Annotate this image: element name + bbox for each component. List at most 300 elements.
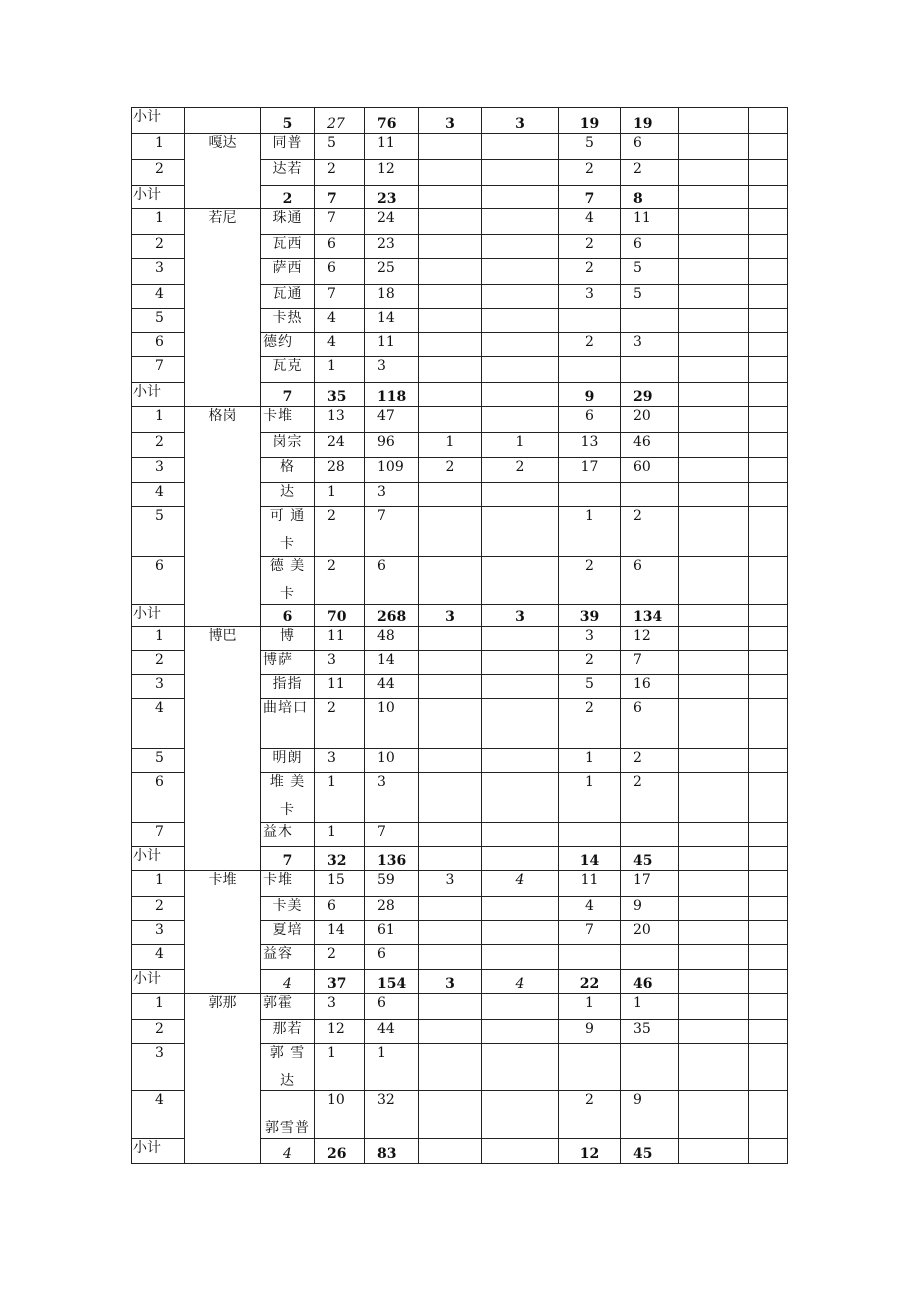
table-row xyxy=(132,209,788,235)
col6-cell: 1 xyxy=(559,773,621,823)
col4-cell xyxy=(419,259,482,285)
col4-cell xyxy=(419,333,482,357)
col9-cell xyxy=(749,871,788,897)
col8-cell xyxy=(679,483,749,507)
people-cell: 96 xyxy=(365,433,419,458)
people-cell: 24 xyxy=(365,209,419,235)
col7-cell: 6 xyxy=(621,134,679,160)
col7-cell: 2 xyxy=(621,160,679,186)
village-name: 卡美 xyxy=(261,897,315,921)
town-name: 若尼 xyxy=(185,209,261,407)
subtotal-households: 7 xyxy=(315,186,365,209)
village-name: 德约 xyxy=(261,333,315,357)
town-name xyxy=(185,108,261,134)
households-cell: 3 xyxy=(315,651,365,675)
col7-cell: 17 xyxy=(621,871,679,897)
col5-cell: 1 xyxy=(482,433,559,458)
village-name-line2: 卡 xyxy=(280,802,295,818)
col4-cell xyxy=(419,699,482,749)
col6-cell: 1 xyxy=(559,507,621,557)
village-name xyxy=(261,773,315,823)
village-name: 萨西 xyxy=(261,259,315,285)
row-number: 1 xyxy=(132,871,185,897)
col5-cell xyxy=(482,483,559,507)
col6-cell: 5 xyxy=(559,134,621,160)
people-cell: 1 xyxy=(365,1044,419,1091)
col6-cell: 11 xyxy=(559,871,621,897)
col4-cell xyxy=(419,557,482,605)
col9-cell xyxy=(749,1020,788,1044)
col9-cell xyxy=(749,186,788,209)
households-cell: 2 xyxy=(315,507,365,557)
households-cell: 6 xyxy=(315,235,365,259)
col5-cell: 4 xyxy=(482,871,559,897)
subtotal-villages: 7 xyxy=(261,383,315,407)
col5-cell xyxy=(482,507,559,557)
households-cell: 12 xyxy=(315,1020,365,1044)
col6-cell: 7 xyxy=(559,921,621,945)
people-cell: 3 xyxy=(365,483,419,507)
subtotal-col6: 12 xyxy=(559,1139,621,1164)
col6-cell xyxy=(559,823,621,847)
col4-cell xyxy=(419,160,482,186)
households-cell: 10 xyxy=(315,1091,365,1139)
col7-cell: 2 xyxy=(621,749,679,773)
subtotal-label: 小计 xyxy=(132,605,185,627)
households-cell: 7 xyxy=(315,285,365,309)
village-name-line2: 达 xyxy=(280,1073,295,1089)
households-cell: 1 xyxy=(315,823,365,847)
row-number: 1 xyxy=(132,407,185,433)
col6-cell: 2 xyxy=(559,235,621,259)
row-number: 3 xyxy=(132,1044,185,1091)
people-cell: 59 xyxy=(365,871,419,897)
col5-cell xyxy=(482,773,559,823)
col7-cell: 6 xyxy=(621,557,679,605)
col7-cell xyxy=(621,483,679,507)
col4-cell xyxy=(419,773,482,823)
col9-cell xyxy=(749,605,788,627)
row-number: 7 xyxy=(132,823,185,847)
col6-cell: 1 xyxy=(559,994,621,1020)
households-cell: 13 xyxy=(315,407,365,433)
col9-cell xyxy=(749,970,788,994)
subtotal-row xyxy=(132,108,788,134)
col5-cell xyxy=(482,651,559,675)
col7-cell: 6 xyxy=(621,699,679,749)
col4-cell: 3 xyxy=(419,871,482,897)
households-cell: 6 xyxy=(315,259,365,285)
subtotal-villages: 5 xyxy=(261,108,315,134)
col4-cell xyxy=(419,945,482,970)
subtotal-label: 小计 xyxy=(132,383,185,407)
row-number: 2 xyxy=(132,897,185,921)
subtotal-col7: 134 xyxy=(621,605,679,627)
col6-cell: 13 xyxy=(559,433,621,458)
subtotal-col6: 9 xyxy=(559,383,621,407)
col9-cell xyxy=(749,773,788,823)
households-cell: 5 xyxy=(315,134,365,160)
col5-cell xyxy=(482,557,559,605)
col8-cell xyxy=(679,605,749,627)
people-cell: 14 xyxy=(365,651,419,675)
col7-cell: 60 xyxy=(621,458,679,483)
town-name: 博巴 xyxy=(185,627,261,871)
households-cell: 1 xyxy=(315,773,365,823)
col8-cell xyxy=(679,847,749,871)
subtotal-col5: 4 xyxy=(482,970,559,994)
col8-cell xyxy=(679,921,749,945)
col9-cell xyxy=(749,507,788,557)
subtotal-households: 37 xyxy=(315,970,365,994)
row-number: 2 xyxy=(132,433,185,458)
people-cell: 11 xyxy=(365,333,419,357)
people-cell: 7 xyxy=(365,507,419,557)
subtotal-col6: 7 xyxy=(559,186,621,209)
people-cell: 7 xyxy=(365,823,419,847)
col5-cell xyxy=(482,823,559,847)
col5-cell xyxy=(482,1091,559,1139)
col5-cell xyxy=(482,357,559,383)
col4-cell xyxy=(419,285,482,309)
subtotal-villages: 2 xyxy=(261,186,315,209)
village-name xyxy=(261,507,315,557)
col9-cell xyxy=(749,108,788,134)
village-name: 夏培 xyxy=(261,921,315,945)
households-cell: 2 xyxy=(315,160,365,186)
village-name: 珠通 xyxy=(261,209,315,235)
households-cell: 7 xyxy=(315,209,365,235)
col9-cell xyxy=(749,1139,788,1164)
people-cell: 47 xyxy=(365,407,419,433)
col5-cell xyxy=(482,259,559,285)
subtotal-col4: 3 xyxy=(419,605,482,627)
people-cell: 14 xyxy=(365,309,419,333)
col8-cell xyxy=(679,1091,749,1139)
village-name: 达若 xyxy=(261,160,315,186)
village-name-line2: 卡 xyxy=(280,586,295,602)
village-name: 同普 xyxy=(261,134,315,160)
col5-cell: 2 xyxy=(482,458,559,483)
col8-cell xyxy=(679,627,749,651)
table-row xyxy=(132,134,788,160)
row-number: 2 xyxy=(132,1020,185,1044)
row-number: 4 xyxy=(132,1091,185,1139)
col8-cell xyxy=(679,108,749,134)
subtotal-col4: 3 xyxy=(419,108,482,134)
village-name: 博萨 xyxy=(261,651,315,675)
col7-cell: 16 xyxy=(621,675,679,699)
subtotal-col7: 45 xyxy=(621,1139,679,1164)
col6-cell xyxy=(559,309,621,333)
col6-cell xyxy=(559,1044,621,1091)
subtotal-villages: 6 xyxy=(261,605,315,627)
col6-cell: 2 xyxy=(559,651,621,675)
village-name: 明朗 xyxy=(261,749,315,773)
village-name-line1: 可 通 xyxy=(269,508,306,524)
col5-cell xyxy=(482,699,559,749)
col4-cell xyxy=(419,134,482,160)
town-name: 格岗 xyxy=(185,407,261,627)
subtotal-col7: 29 xyxy=(621,383,679,407)
col8-cell xyxy=(679,557,749,605)
row-number: 5 xyxy=(132,507,185,557)
table-row xyxy=(132,627,788,651)
col7-cell: 5 xyxy=(621,285,679,309)
row-number: 3 xyxy=(132,675,185,699)
col6-cell: 4 xyxy=(559,209,621,235)
people-cell: 25 xyxy=(365,259,419,285)
col9-cell xyxy=(749,407,788,433)
col7-cell: 35 xyxy=(621,1020,679,1044)
col7-cell: 20 xyxy=(621,407,679,433)
col4-cell xyxy=(419,675,482,699)
table-row xyxy=(132,994,788,1020)
subtotal-col4 xyxy=(419,847,482,871)
subtotal-households: 32 xyxy=(315,847,365,871)
row-number: 3 xyxy=(132,921,185,945)
subtotal-label: 小计 xyxy=(132,1139,185,1164)
people-cell: 10 xyxy=(365,749,419,773)
col6-cell: 3 xyxy=(559,285,621,309)
col8-cell xyxy=(679,994,749,1020)
col4-cell xyxy=(419,994,482,1020)
households-cell: 1 xyxy=(315,1044,365,1091)
col8-cell xyxy=(679,309,749,333)
people-cell: 23 xyxy=(365,235,419,259)
col8-cell xyxy=(679,160,749,186)
col6-cell: 2 xyxy=(559,699,621,749)
col7-cell xyxy=(621,357,679,383)
col8-cell xyxy=(679,1020,749,1044)
subtotal-col7: 19 xyxy=(621,108,679,134)
subtotal-villages: 4 xyxy=(261,970,315,994)
col6-cell: 6 xyxy=(559,407,621,433)
people-cell: 6 xyxy=(365,945,419,970)
col4-cell xyxy=(419,1091,482,1139)
village-name: 岗宗 xyxy=(261,433,315,458)
col9-cell xyxy=(749,847,788,871)
row-number: 1 xyxy=(132,134,185,160)
row-number: 4 xyxy=(132,483,185,507)
people-cell: 28 xyxy=(365,897,419,921)
col9-cell xyxy=(749,675,788,699)
col4-cell xyxy=(419,921,482,945)
col5-cell xyxy=(482,897,559,921)
subtotal-col5 xyxy=(482,847,559,871)
col9-cell xyxy=(749,651,788,675)
col9-cell xyxy=(749,699,788,749)
col5-cell xyxy=(482,160,559,186)
village-name: 瓦通 xyxy=(261,285,315,309)
village-name-line2: 郭雪普 xyxy=(265,1120,310,1136)
col8-cell xyxy=(679,823,749,847)
col4-cell xyxy=(419,235,482,259)
col9-cell xyxy=(749,994,788,1020)
col5-cell xyxy=(482,209,559,235)
subtotal-col6: 19 xyxy=(559,108,621,134)
col7-cell: 7 xyxy=(621,651,679,675)
subtotal-col7: 46 xyxy=(621,970,679,994)
people-cell: 3 xyxy=(365,357,419,383)
row-number: 6 xyxy=(132,333,185,357)
village-name: 曲培口 xyxy=(261,699,315,749)
subtotal-col4 xyxy=(419,186,482,209)
subtotal-col7: 8 xyxy=(621,186,679,209)
col8-cell xyxy=(679,235,749,259)
subtotal-col4: 3 xyxy=(419,970,482,994)
subtotal-households: 26 xyxy=(315,1139,365,1164)
col8-cell xyxy=(679,259,749,285)
col4-cell: 2 xyxy=(419,458,482,483)
col5-cell xyxy=(482,134,559,160)
col7-cell: 6 xyxy=(621,235,679,259)
subtotal-people: 154 xyxy=(365,970,419,994)
col5-cell xyxy=(482,749,559,773)
town-name: 郭那 xyxy=(185,994,261,1164)
households-cell: 2 xyxy=(315,557,365,605)
subtotal-people: 76 xyxy=(365,108,419,134)
row-number: 5 xyxy=(132,309,185,333)
row-number: 5 xyxy=(132,749,185,773)
col4-cell: 1 xyxy=(419,433,482,458)
col8-cell xyxy=(679,699,749,749)
col8-cell xyxy=(679,871,749,897)
people-cell: 3 xyxy=(365,773,419,823)
col7-cell xyxy=(621,945,679,970)
col8-cell xyxy=(679,209,749,235)
people-cell: 11 xyxy=(365,134,419,160)
col7-cell: 11 xyxy=(621,209,679,235)
col4-cell xyxy=(419,483,482,507)
village-name: 瓦西 xyxy=(261,235,315,259)
col5-cell xyxy=(482,333,559,357)
households-cell: 2 xyxy=(315,945,365,970)
col7-cell: 20 xyxy=(621,921,679,945)
village-name: 郭霍 xyxy=(261,994,315,1020)
col6-cell: 5 xyxy=(559,675,621,699)
col8-cell xyxy=(679,749,749,773)
col9-cell xyxy=(749,309,788,333)
col6-cell: 2 xyxy=(559,160,621,186)
households-cell: 3 xyxy=(315,994,365,1020)
col9-cell xyxy=(749,259,788,285)
subtotal-households: 27 xyxy=(315,108,365,134)
village-name-line1: 德 美 xyxy=(269,558,306,574)
subtotal-col5 xyxy=(482,186,559,209)
village-name xyxy=(261,1044,315,1091)
people-cell: 10 xyxy=(365,699,419,749)
households-cell: 4 xyxy=(315,309,365,333)
town-name: 嘎达 xyxy=(185,134,261,209)
people-cell: 18 xyxy=(365,285,419,309)
col5-cell xyxy=(482,1044,559,1091)
row-number: 4 xyxy=(132,945,185,970)
village-name: 卡堆 xyxy=(261,871,315,897)
col5-cell xyxy=(482,945,559,970)
col4-cell xyxy=(419,1044,482,1091)
col7-cell: 1 xyxy=(621,994,679,1020)
col4-cell xyxy=(419,1020,482,1044)
households-cell: 28 xyxy=(315,458,365,483)
col8-cell xyxy=(679,897,749,921)
col6-cell: 2 xyxy=(559,557,621,605)
col4-cell xyxy=(419,209,482,235)
col9-cell xyxy=(749,134,788,160)
village-name: 瓦克 xyxy=(261,357,315,383)
col4-cell xyxy=(419,507,482,557)
row-number: 2 xyxy=(132,160,185,186)
col8-cell xyxy=(679,285,749,309)
col6-cell: 1 xyxy=(559,749,621,773)
subtotal-label: 小计 xyxy=(132,970,185,994)
village-name: 指指 xyxy=(261,675,315,699)
row-number: 3 xyxy=(132,458,185,483)
col5-cell xyxy=(482,309,559,333)
col9-cell xyxy=(749,945,788,970)
col8-cell xyxy=(679,383,749,407)
households-cell: 1 xyxy=(315,483,365,507)
col6-cell xyxy=(559,483,621,507)
village-name xyxy=(261,1091,315,1139)
col8-cell xyxy=(679,1044,749,1091)
col9-cell xyxy=(749,823,788,847)
col7-cell: 9 xyxy=(621,897,679,921)
col8-cell xyxy=(679,1139,749,1164)
col4-cell xyxy=(419,897,482,921)
subtotal-households: 70 xyxy=(315,605,365,627)
col9-cell xyxy=(749,433,788,458)
households-cell: 15 xyxy=(315,871,365,897)
col5-cell xyxy=(482,235,559,259)
col8-cell xyxy=(679,458,749,483)
people-cell: 109 xyxy=(365,458,419,483)
col6-cell: 17 xyxy=(559,458,621,483)
col8-cell xyxy=(679,773,749,823)
row-number: 1 xyxy=(132,627,185,651)
village-name: 卡堆 xyxy=(261,407,315,433)
col9-cell xyxy=(749,1091,788,1139)
row-number: 6 xyxy=(132,773,185,823)
row-number: 4 xyxy=(132,699,185,749)
subtotal-col4 xyxy=(419,1139,482,1164)
households-cell: 1 xyxy=(315,357,365,383)
people-cell: 6 xyxy=(365,994,419,1020)
village-name-line1: 堆 美 xyxy=(269,774,306,790)
col5-cell xyxy=(482,407,559,433)
col8-cell xyxy=(679,186,749,209)
col4-cell xyxy=(419,407,482,433)
col9-cell xyxy=(749,333,788,357)
col4-cell xyxy=(419,627,482,651)
village-name: 益容 xyxy=(261,945,315,970)
col9-cell xyxy=(749,458,788,483)
subtotal-col5 xyxy=(482,383,559,407)
households-cell: 2 xyxy=(315,699,365,749)
village-name: 博 xyxy=(261,627,315,651)
col8-cell xyxy=(679,333,749,357)
col8-cell xyxy=(679,507,749,557)
col9-cell xyxy=(749,627,788,651)
col9-cell xyxy=(749,557,788,605)
table-row xyxy=(132,407,788,433)
col4-cell xyxy=(419,357,482,383)
row-number: 7 xyxy=(132,357,185,383)
subtotal-label: 小计 xyxy=(132,186,185,209)
col8-cell xyxy=(679,651,749,675)
col9-cell xyxy=(749,209,788,235)
households-cell: 24 xyxy=(315,433,365,458)
